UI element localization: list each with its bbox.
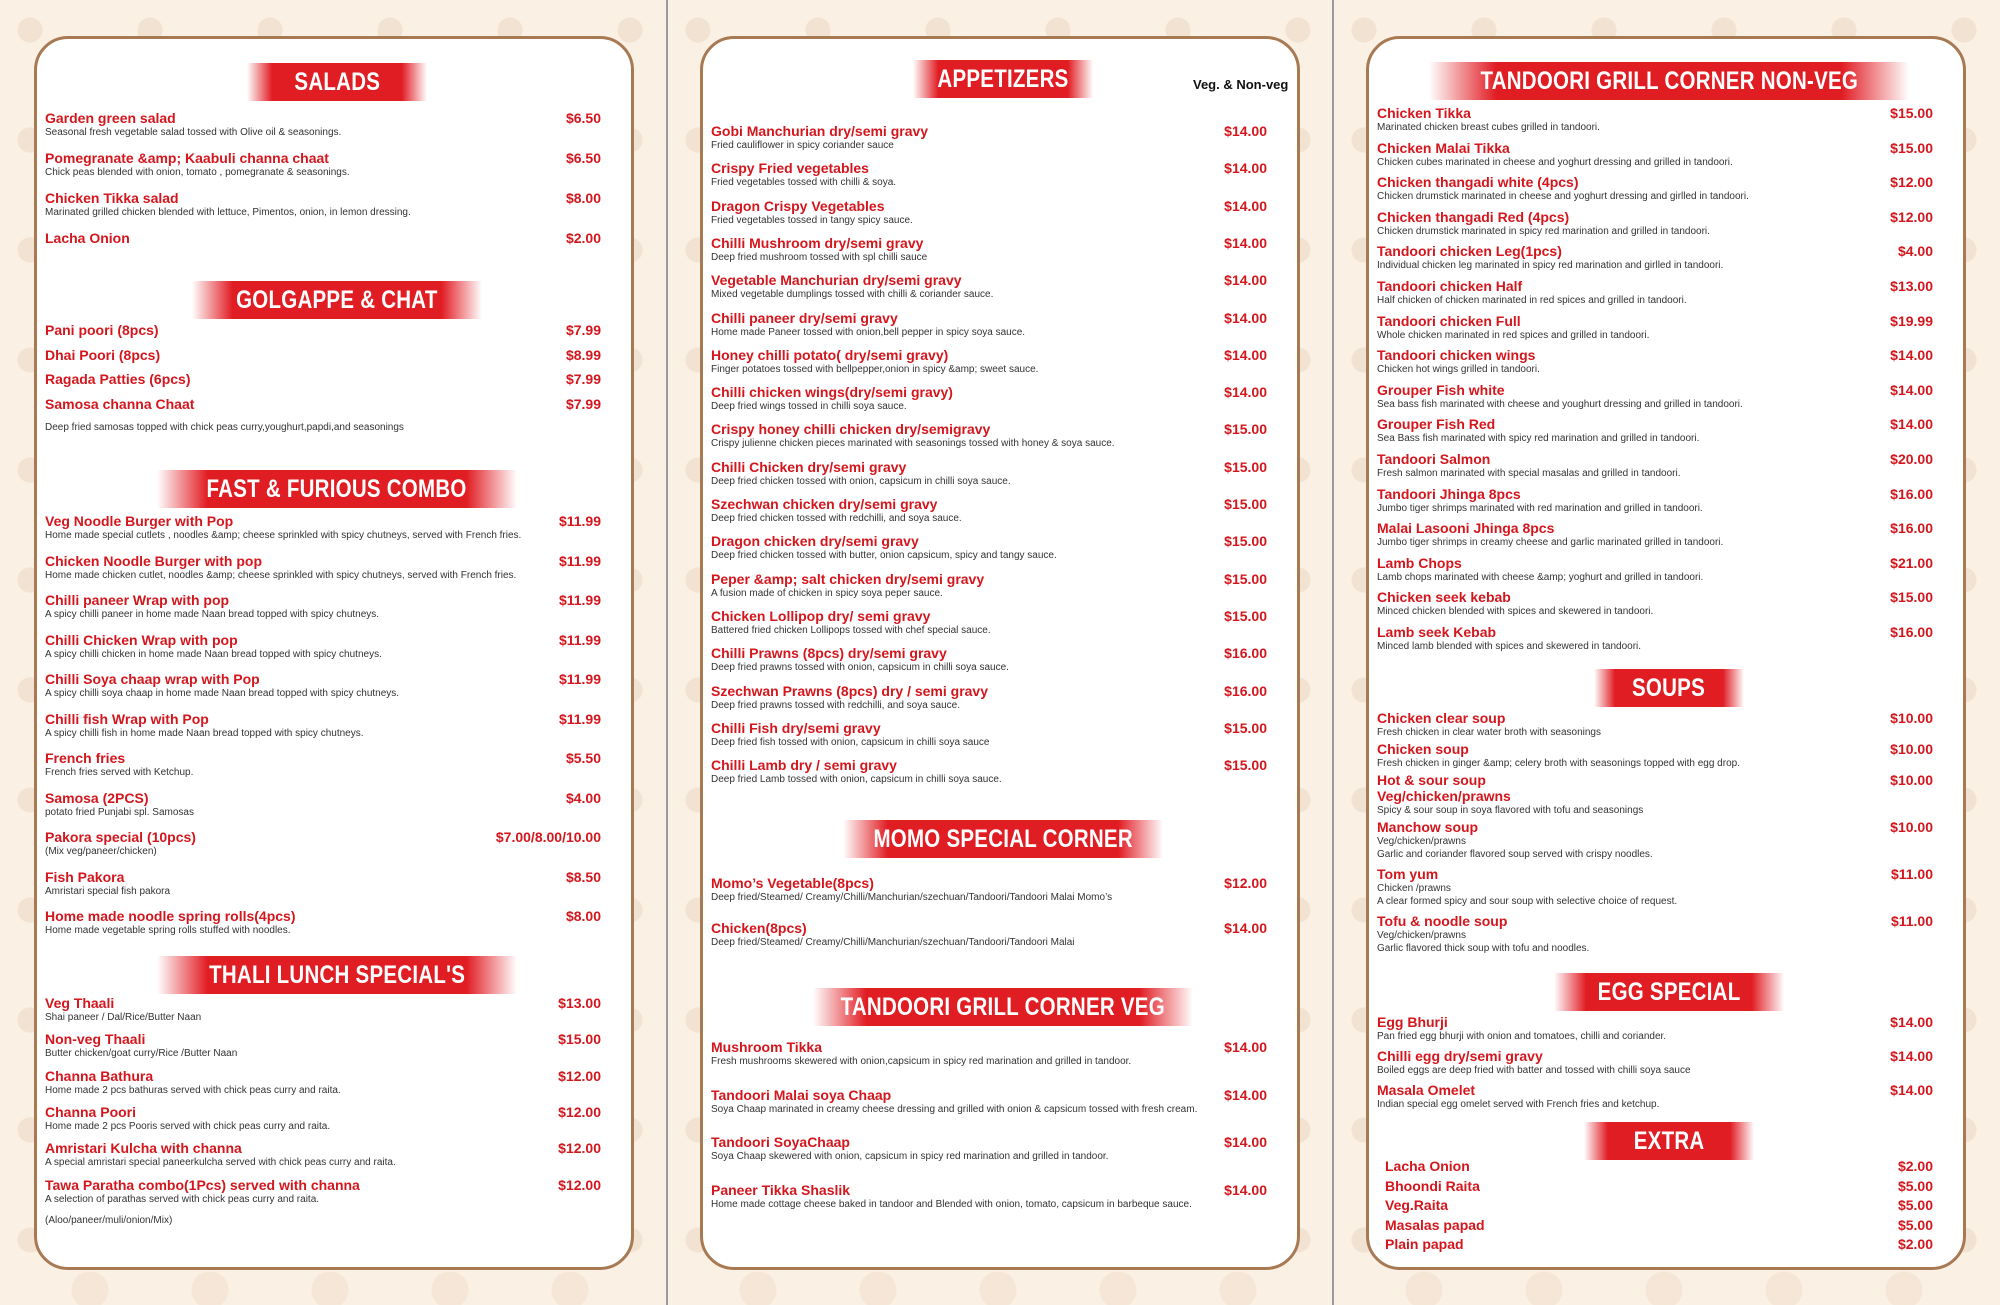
item-description: Home made cottage cheese baked in tandoor and Blended with onion, tomato, capsicum in barbeque sauce.: [711, 1198, 1192, 1210]
menu-item-name: Samosa channa Chaat: [45, 395, 195, 412]
section-banner-extra: [1584, 1122, 1754, 1160]
menu-item-name: Veg Noodle Burger with Pop: [45, 513, 234, 529]
item-price: $5.00: [1897, 1216, 1933, 1233]
item-description: Deep fried mushroom tossed with spl chilli sauce: [711, 251, 928, 263]
item-description: (Aloo/paneer/muli/onion/Mix): [45, 1215, 173, 1226]
item-price: $15.00: [1224, 570, 1267, 587]
item-price: $11.99: [558, 513, 601, 529]
menu-item-name: Chicken Lollipop dry/ semi gravy: [711, 607, 931, 624]
item-price: $14.00: [1224, 309, 1267, 326]
section-title: FAST & FURIOUS COMBO: [206, 474, 468, 503]
menu-item-name: Bhoondi Raita: [1385, 1177, 1480, 1194]
item-price: $8.00: [565, 908, 601, 924]
menu-item-name: Chicken Tikka: [1377, 105, 1471, 121]
menu-item-name: Veg/chicken/prawns: [1377, 788, 1511, 804]
item-price: $16.00: [1890, 624, 1933, 640]
menu-item-name: Tandoori chicken Full: [1377, 312, 1521, 329]
menu-item-name: Tandoori SoyaChaap: [711, 1134, 850, 1150]
menu-card-left: [34, 36, 634, 1270]
item-description: Home made Paneer tossed with onion,bell pepper in spicy soya sauce.: [711, 326, 1026, 338]
menu-item-name: Chicken soup: [1377, 741, 1469, 757]
item-price: $12.00: [1890, 174, 1933, 191]
menu-item-name: Lamb seek Kebab: [1377, 624, 1497, 640]
menu-item-name: Egg Bhurji: [1377, 1014, 1448, 1030]
item-description: Soya Chaap marinated in creamy cheese dressing and grilled with onion & capsicum tossed with fresh cream.: [711, 1103, 1198, 1115]
item-price: $5.00: [1897, 1177, 1933, 1194]
item-description: A clear formed spicy and sour soup with selective choice of request.: [1377, 896, 1678, 907]
item-price: $15.00: [1890, 139, 1933, 156]
item-description: Home made vegetable spring rolls stuffed with noodles.: [45, 925, 291, 936]
item-price: $10.00: [1890, 819, 1933, 835]
item-price: $16.00: [1890, 485, 1933, 502]
item-price: $12.00: [558, 1176, 601, 1193]
menu-item-name: Grouper Fish Red: [1377, 416, 1496, 433]
section-banner-momo: [843, 820, 1163, 858]
item-description: Soya Chaap skewered with onion, capsicum in spicy red marination and grilled in tandoor.: [711, 1151, 1109, 1162]
menu-card-right: [1366, 36, 1966, 1270]
section-banner-appetizers: [913, 60, 1093, 98]
item-price: $7.99: [565, 322, 601, 338]
menu-item-name: Pani poori (8pcs): [45, 322, 159, 338]
item-description: Minced lamb blended with spices and skewered in tandoori.: [1377, 641, 1642, 652]
item-description: Chick peas blended with onion, tomato , pomegranate & seasonings.: [45, 167, 350, 178]
section-title: EGG SPECIAL: [1597, 977, 1741, 1006]
menu-item-name: Chicken Malai Tikka: [1377, 139, 1510, 156]
item-description: Deep fried Lamb tossed with onion, capsicum in chilli soya sauce.: [711, 774, 1002, 786]
menu-item-name: Masala Omelet: [1377, 1082, 1476, 1098]
item-price: $20.00: [1890, 451, 1933, 467]
menu-item-name: Dragon chicken dry/semi gravy: [711, 533, 919, 550]
menu-item-name: Mushroom Tikka: [711, 1039, 822, 1055]
menu-item-name: Crispy Fried vegetables: [711, 160, 869, 177]
menu-item-name: Szechwan chicken dry/semi gravy: [711, 496, 938, 512]
item-price: $12.00: [558, 1067, 601, 1084]
menu-item-name: Gobi Manchurian dry/semi gravy: [711, 123, 929, 139]
item-price: $15.00: [558, 1031, 601, 1048]
menu-item-name: Chicken clear soup: [1377, 710, 1506, 726]
section-title: EXTRA: [1633, 1126, 1705, 1155]
menu-item-name: Chilli fish Wrap with Pop: [45, 710, 209, 727]
item-variant: Chicken /prawns: [1377, 883, 1451, 894]
item-price: $16.00: [1224, 682, 1267, 699]
item-description: Deep fried samosas topped with chick peas curry,youghurt,papdi,and seasonings: [45, 422, 404, 433]
menu-item-name: Veg Thaali: [45, 995, 115, 1011]
item-price: $4.00: [1897, 243, 1933, 260]
menu-item-name: Momo’s Vegetable(8pcs): [711, 875, 874, 891]
item-variant: Veg/chicken/prawns: [1377, 836, 1466, 847]
item-description: Individual chicken leg marinated in spicy red marination and girlled in tandoori.: [1377, 260, 1724, 272]
menu-item-name: Non-veg Thaali: [45, 1031, 146, 1048]
item-description: Deep fried wings tossed in chilli soya sauce.: [711, 401, 907, 413]
item-description: Jumbo tiger shrimps in creamy cheese and garlic marinated grilled in tandoori.: [1377, 537, 1724, 549]
menu-item-name: Chilli chicken wings(dry/semi gravy): [711, 384, 953, 401]
menu-item-name: Garden green salad: [45, 110, 176, 126]
item-price: $14.00: [1890, 381, 1933, 398]
menu-item-name: Grouper Fish white: [1377, 381, 1505, 398]
item-description: Amristari special fish pakora: [45, 885, 171, 897]
item-description: A spicy chilli paneer in home made Naan bread topped with spicy chutneys.: [45, 609, 380, 620]
item-description: Spicy & sour soup in soya flavored with tofu and seasonings: [1377, 805, 1644, 816]
item-price: $12.00: [558, 1103, 601, 1120]
menu-item-name: Tandoori Malai soya Chaap: [711, 1086, 892, 1103]
section-banner-egg: [1554, 973, 1784, 1011]
item-description: Deep fried chicken tossed with onion, capsicum in chilli soya sauce.: [711, 475, 1011, 487]
item-description: Deep fried prawns tossed with onion, capsicum in chilli soya sauce.: [711, 662, 1009, 674]
menu-item-name: Chicken thangadi white (4pcs): [1377, 174, 1579, 191]
item-description: Deep fried prawns tossed with redchilli, and soya sauce.: [711, 699, 961, 711]
item-description: Sea bass fish marinated with cheese and youghurt dressing and grilled in tandoori.: [1377, 398, 1743, 410]
item-price: $6.50: [565, 110, 601, 126]
item-price: $16.00: [1890, 520, 1933, 537]
section-banner-tandoori-nonveg: [1429, 62, 1909, 100]
section-title: SALADS: [294, 67, 380, 96]
item-description: A special amristari special paneerkulcha served with chick peas curry and raita.: [45, 1157, 396, 1169]
item-price: $11.99: [558, 631, 601, 648]
item-description: Sea Bass fish marinated with spicy red marination and grilled in tandoori.: [1377, 433, 1700, 445]
menu-item-name: Pomegranate &amp; Kaabuli channa chaat: [45, 150, 329, 166]
item-description: Jumbo tiger shrimps marinated with red marination and grilled in tandoori.: [1377, 502, 1703, 514]
item-price: $14.00: [1224, 160, 1267, 177]
item-price: $14.00: [1224, 123, 1267, 139]
item-price: $11.99: [558, 671, 601, 687]
appetizers-note: Veg. & Non-veg: [1193, 77, 1289, 92]
item-price: $15.00: [1224, 458, 1267, 475]
item-description: Fresh mushrooms skewered with onion,capsicum in spicy red marination and grilled in tandoor.: [711, 1056, 1132, 1067]
fold-divider-left: [666, 0, 668, 1305]
section-title: TANDOORI GRILL CORNER VEG: [840, 992, 1166, 1021]
menu-item-name: Tom yum: [1377, 866, 1439, 882]
item-price: $8.99: [565, 346, 601, 363]
menu-item-name: Dhai Poori (8pcs): [45, 346, 161, 363]
section-title: APPETIZERS: [937, 64, 1069, 93]
item-description: Indian special egg omelet served with French fries and ketchup.: [1377, 1099, 1660, 1110]
item-description: Fresh salmon marinated with special masalas and grilled in tandoori.: [1377, 468, 1681, 479]
item-price: $15.00: [1224, 757, 1267, 774]
item-description: A selection of parathas served with chick peas curry and raita.: [45, 1193, 320, 1205]
item-price: $16.00: [1224, 645, 1267, 662]
menu-item-name: Fish Pakora: [45, 868, 125, 885]
item-description: Whole chicken marinated in red spices and grilled in tandoori.: [1377, 329, 1650, 341]
item-price: $14.00: [1224, 197, 1267, 214]
menu-item-name: Chilli Chicken Wrap with pop: [45, 631, 238, 648]
section-banner-golgappe: [192, 281, 482, 319]
item-price: $11.99: [558, 552, 601, 569]
item-price: $12.00: [1224, 875, 1267, 891]
item-description: Deep fried chicken tossed with redchilli, and soya sauce.: [711, 513, 962, 524]
section-title: SOUPS: [1632, 673, 1706, 702]
menu-item-name: Chilli Soya chaap wrap with Pop: [45, 671, 260, 687]
item-price: $14.00: [1224, 384, 1267, 401]
item-price: $8.50: [565, 868, 601, 885]
item-variant: Veg/chicken/prawns: [1377, 930, 1466, 941]
item-price: $7.99: [565, 371, 601, 387]
menu-item-name: Honey chilli potato( dry/semi gravy): [711, 346, 949, 363]
menu-item-name: Vegetable Manchurian dry/semi gravy: [711, 272, 962, 289]
item-price: $7.99: [565, 395, 601, 412]
menu-item-name: Masalas papad: [1385, 1216, 1485, 1233]
item-price: $10.00: [1890, 710, 1933, 726]
item-price: $14.00: [1224, 1181, 1267, 1198]
menu-card-middle: [700, 36, 1300, 1270]
item-description: potato fried Punjabi spl. Samosas: [45, 806, 194, 818]
item-description: Minced chicken blended with spices and skewered in tandoori.: [1377, 606, 1654, 618]
item-description: Deep fried/Steamed/ Creamy/Chilli/Manchurian/szechuan/Tandoori/Tandoori Malai Momo’s: [711, 892, 1113, 903]
item-price: $14.00: [1224, 920, 1267, 936]
item-description: Deep fried fish tossed with onion, capsicum in chilli soya sauce: [711, 736, 990, 748]
menu-item-name: Szechwan Prawns (8pcs) dry / semi gravy: [711, 682, 989, 699]
item-description: Seasonal fresh vegetable salad tossed with Olive oil & seasonings.: [45, 127, 342, 138]
menu-item-name: Plain papad: [1385, 1236, 1464, 1252]
section-title: MOMO SPECIAL CORNER: [873, 824, 1133, 853]
item-price: $11.00: [1890, 866, 1933, 882]
menu-item-name: Tandoori chicken Half: [1377, 278, 1523, 294]
item-price: $15.00: [1890, 589, 1933, 606]
item-description: Fresh chicken in clear water broth with seasonings: [1377, 727, 1601, 738]
item-price: $21.00: [1890, 554, 1933, 571]
item-price: $2.00: [565, 230, 601, 246]
menu-item-name: Crispy honey chilli chicken dry/semigravy: [711, 421, 991, 438]
item-price: $14.00: [1224, 1039, 1267, 1055]
section-title: TANDOORI GRILL CORNER NON-VEG: [1480, 66, 1858, 95]
item-description: Home made 2 pcs bathuras served with chick peas curry and raita.: [45, 1084, 341, 1096]
menu-item-name: Chilli Lamb dry / semi gravy: [711, 757, 897, 774]
item-description: Marinated grilled chicken blended with lettuce, Pimentos, onion, in lemon dressing.: [45, 207, 411, 218]
item-description: A spicy chilli chicken in home made Naan bread topped with spicy chutneys.: [45, 648, 382, 660]
section-banner-salads: [247, 63, 427, 101]
item-price: $2.00: [1897, 1158, 1933, 1174]
section-banner-tandoori-veg: [813, 988, 1193, 1026]
menu-item-name: Tandoori Salmon: [1377, 451, 1491, 467]
menu-item-name: Chicken thangadi Red (4pcs): [1377, 208, 1570, 225]
item-description: Crispy julienne chicken pieces marinated with seasonings tossed with honey & soya sauce.: [711, 438, 1115, 450]
menu-item-name: Lacha Onion: [1385, 1158, 1470, 1174]
item-description: Garlic and coriander flavored soup served with crispy noodles.: [1377, 849, 1653, 860]
item-description: A fusion made of chicken in spicy soya peper sauce.: [711, 587, 943, 599]
item-description: Fresh chicken in ginger &amp; celery broth with seasonings topped with egg drop.: [1377, 758, 1740, 769]
menu-item-name: Veg.Raita: [1385, 1197, 1449, 1213]
item-price: $4.00: [565, 789, 601, 806]
menu-item-name: Hot & sour soup: [1377, 772, 1486, 788]
menu-item-name: Home made noodle spring rolls(4pcs): [45, 908, 296, 924]
item-price: $11.99: [558, 592, 601, 608]
item-description: Mixed vegetable dumplings tossed with chilli & coriander sauce.: [711, 289, 994, 301]
item-description: Shai paneer / Dal/Rice/Butter Naan: [45, 1012, 202, 1023]
item-description: Half chicken of chicken marinated in red spices and grilled in tandoori.: [1377, 295, 1687, 306]
menu-item-name: Tandoori chicken wings: [1377, 347, 1536, 364]
menu-item-name: Peper &amp; salt chicken dry/semi gravy: [711, 570, 985, 587]
menu-item-name: Lamb Chops: [1377, 554, 1462, 571]
section-banner-thali: [157, 956, 517, 994]
menu-item-name: Chilli Fish dry/semi gravy: [711, 719, 881, 736]
item-price: $14.00: [1224, 1086, 1267, 1103]
item-description: Fried vegetables tossed in tangy spicy sauce.: [711, 214, 913, 226]
section-banner-combo: [157, 470, 517, 508]
item-description: Home made special cutlets , noodles &amp; cheese sprinkled with spicy chutneys, served with French fries.: [45, 530, 522, 541]
item-description: Marinated chicken breast cubes grilled in tandoori.: [1377, 122, 1600, 133]
item-description: Chicken drumstick marinated in spicy red marination and grilled in tandoori.: [1377, 225, 1710, 237]
menu-item-name: Chicken Tikka salad: [45, 190, 179, 206]
fold-divider-right: [1332, 0, 1334, 1305]
menu-item-name: Chilli Chicken dry/semi gravy: [711, 458, 907, 475]
item-price: $14.00: [1224, 234, 1267, 251]
menu-item-name: Malai Lasooni Jhinga 8pcs: [1377, 520, 1555, 537]
item-price: $10.00: [1890, 741, 1933, 757]
menu-item-name: Amristari Kulcha with channa: [45, 1140, 242, 1157]
item-description: Garlic flavored thick soup with tofu and noodles.: [1377, 943, 1590, 954]
item-price: $15.00: [1224, 496, 1267, 512]
menu-item-name: Lacha Onion: [45, 230, 130, 246]
item-description: Home made 2 pcs Pooris served with chick peas curry and raita.: [45, 1120, 331, 1132]
item-price: $19.99: [1890, 312, 1933, 329]
menu-item-name: Samosa (2PCS): [45, 789, 149, 806]
item-price: $14.00: [1890, 1014, 1933, 1030]
menu-item-name: Tawa Paratha combo(1Pcs) served with channa: [45, 1176, 360, 1193]
item-description: Lamb chops marinated with cheese &amp; yoghurt and grilled in tandoori.: [1377, 571, 1704, 583]
item-price: $12.00: [1890, 208, 1933, 225]
menu-item-name: Pakora special (10pcs): [45, 829, 196, 845]
menu-item-name: Chilli egg dry/semi gravy: [1377, 1048, 1543, 1064]
item-price: $8.00: [565, 190, 601, 206]
item-description: Chicken cubes marinated in cheese and yoghurt dressing and grilled in tandoori.: [1377, 156, 1733, 168]
item-price: $14.00: [1224, 272, 1267, 289]
section-title: THALI LUNCH SPECIAL'S: [208, 960, 466, 989]
menu-item-name: Manchow soup: [1377, 819, 1479, 835]
item-description: Battered fried chicken Lollipops tossed with chef special sauce.: [711, 624, 991, 636]
menu-item-name: Ragada Patties (6pcs): [45, 371, 191, 387]
item-description: Butter chicken/goat curry/Rice /Butter Naan: [45, 1048, 238, 1060]
menu-item-name: Chilli Prawns (8pcs) dry/semi gravy: [711, 645, 947, 662]
item-price: $14.00: [1224, 346, 1267, 363]
menu-item-name: Chicken(8pcs): [711, 920, 807, 936]
item-price: $11.99: [558, 710, 601, 727]
item-price: $15.00: [1224, 533, 1267, 550]
item-description: Boiled eggs are deep fried with batter and tossed with chilli soya sauce: [1377, 1065, 1691, 1076]
menu-item-name: Channa Bathura: [45, 1067, 154, 1084]
item-description: (Mix veg/paneer/chicken): [45, 846, 157, 857]
menu-item-name: French fries: [45, 750, 126, 766]
item-price: $11.00: [1890, 913, 1933, 929]
item-price: $13.00: [558, 995, 601, 1011]
menu-item-name: Chicken seek kebab: [1377, 589, 1511, 606]
item-description: Fried vegetables tossed with chilli & soya.: [711, 177, 897, 189]
menu-item-name: Chilli paneer dry/semi gravy: [711, 309, 898, 326]
section-title: GOLGAPPE & CHAT: [236, 285, 438, 314]
item-price: $14.00: [1890, 1048, 1933, 1064]
menu-item-name: Chilli paneer Wrap with pop: [45, 592, 230, 608]
item-description: A spicy chilli soya chaap in home made Naan bread topped with spicy chutneys.: [45, 688, 400, 699]
menu-item-name: Dragon Crispy Vegetables: [711, 197, 885, 214]
item-description: Deep fried chicken tossed with butter, onion capsicum, spicy and tangy sauce.: [711, 550, 1057, 562]
item-description: Chicken drumstick marinated in cheese and yoghurt dressing and girlled in tandoori.: [1377, 191, 1749, 203]
item-price: $14.00: [1890, 1082, 1933, 1098]
menu-item-name: Tofu & noodle soup: [1377, 913, 1508, 929]
menu-item-name: Chicken Noodle Burger with pop: [45, 552, 263, 569]
menu-item-name: Tandoori Jhinga 8pcs: [1377, 485, 1521, 502]
item-price: $5.00: [1897, 1197, 1933, 1213]
item-description: Home made chicken cutlet, noodles &amp; cheese sprinkled with spicy chutneys, served with French fries.: [45, 569, 517, 581]
item-price: $6.50: [565, 150, 601, 166]
item-price: $5.50: [565, 750, 601, 766]
item-price: $7.00/8.00/10.00: [495, 829, 601, 845]
item-description: Pan fried egg bhurji with onion and tomatoes, chilli and coriander.: [1377, 1031, 1667, 1042]
item-price: $13.00: [1890, 278, 1933, 294]
item-description: Finger potatoes tossed with bellpepper,onion in spicy &amp; sweet sauce.: [711, 363, 1039, 375]
item-description: Chicken hot wings grilled in tandoori.: [1377, 364, 1540, 376]
item-description: A spicy chilli fish in home made Naan bread topped with spicy chutneys.: [45, 727, 364, 739]
item-description: Fried cauliflower in spicy coriander sauce: [711, 140, 894, 151]
item-price: $14.00: [1890, 416, 1933, 433]
item-description: French fries served with Ketchup.: [45, 767, 194, 778]
item-price: $15.00: [1224, 421, 1267, 438]
item-price: $15.00: [1890, 105, 1933, 121]
item-price: $14.00: [1890, 347, 1933, 364]
menu-item-name: Chilli Mushroom dry/semi gravy: [711, 234, 924, 251]
section-banner-soups: [1594, 669, 1744, 707]
item-price: $12.00: [558, 1140, 601, 1157]
item-price: $14.00: [1224, 1134, 1267, 1150]
item-price: $15.00: [1224, 719, 1267, 736]
item-price: $15.00: [1224, 607, 1267, 624]
item-description: Deep fried/Steamed/ Creamy/Chilli/Manchurian/szechuan/Tandoori/Tandoori Malai: [711, 937, 1075, 948]
item-price: $10.00: [1890, 772, 1933, 788]
menu-item-name: Paneer Tikka Shaslik: [711, 1181, 851, 1198]
menu-item-name: Tandoori chicken Leg(1pcs): [1377, 243, 1562, 260]
menu-item-name: Channa Poori: [45, 1103, 137, 1120]
item-price: $2.00: [1897, 1236, 1933, 1252]
